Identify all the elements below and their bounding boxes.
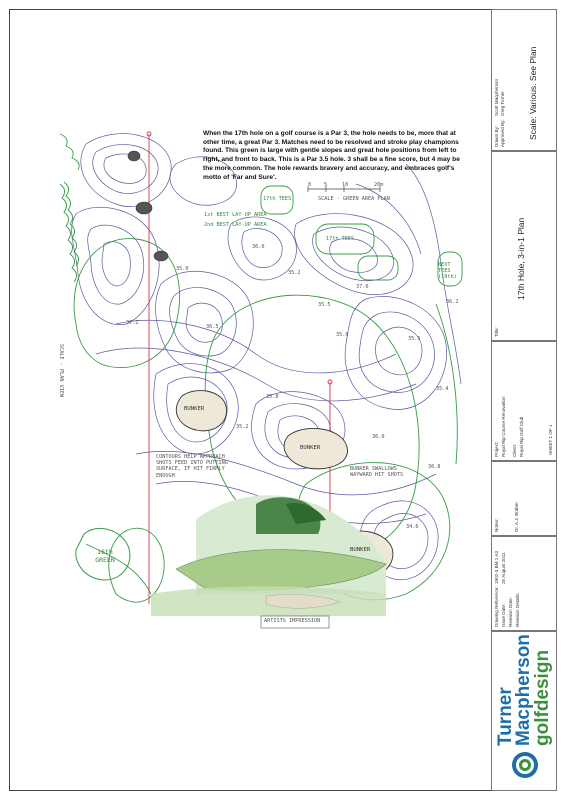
scale-cell (491, 9, 557, 151)
hole-description: When the 17th hole on a golf course is a Par 3, the hole needs to be, more that at other time, a great Par 3. Matches need to be resolved and stroke play champions found. This green is large with gentle slopes and great hole positions from left to right, and front to back. This is a Par 3.5 hole. 3 shall be a fine score, but 4 may be the more common. The hole rewards bravery and accuracy, and embraces golf's motto of 'Far and Sure'. (203, 130, 460, 181)
next-tees-label: NEXT TEES (18th) (438, 262, 457, 280)
approved-by: Greg Turner (500, 91, 505, 116)
project-label: Project: (494, 441, 499, 457)
client-value: Royal Rip Golf Club (519, 416, 524, 457)
scale-tick-10: 10 (342, 182, 349, 188)
contour-value: 35.5 (318, 302, 331, 308)
drawing-reference: 1902-3 BM 1 A3 (494, 551, 499, 584)
scale-note: Scale: Various. See Plan (528, 46, 538, 140)
contour-value: 36.2 (446, 299, 459, 305)
drawn-by-label: Drawn By: (494, 125, 499, 147)
contour-value: 34.6 (406, 524, 419, 530)
contour-value: 35.4 (436, 386, 449, 392)
issue-date: 25 August 2011 (501, 552, 506, 584)
bunker-label-3: BUNKER (350, 547, 371, 553)
tees-17-b: 17th TEES (326, 236, 355, 242)
scale-plan-label: SCALE - PLAN VIEW (58, 344, 64, 398)
green-16-label: 16th GREEN (95, 548, 115, 564)
notes-label: Notes: (494, 518, 499, 532)
revision-details-label: Revision Details: (515, 592, 520, 627)
contour-value: 36.0 (252, 244, 265, 250)
client-label: Client: (512, 443, 517, 457)
approved-by-label: Approved By: (500, 119, 505, 147)
contour-value: 35.0 (176, 266, 189, 272)
scale-tick-5: 5 (324, 182, 328, 188)
title-block (491, 9, 557, 791)
scale-tick-0: 0 (308, 182, 312, 188)
artists-impression-label: ARTISTS IMPRESSION (264, 618, 321, 624)
notes-value: Dr. A.J. Brabet (514, 502, 519, 532)
reference-cell (491, 536, 557, 631)
revision-date-label: Revision Date: (508, 597, 513, 627)
contour-value: 36.5 (206, 324, 219, 330)
project-cell (491, 341, 557, 461)
logo-cell (491, 631, 557, 791)
logo-turner: Turner (495, 687, 516, 746)
contour-value: 35.2 (288, 270, 301, 276)
drawn-by: Scott Macpherson (494, 78, 499, 116)
contour-value: 35.2 (236, 424, 249, 430)
contour-value: 36.8 (428, 464, 441, 470)
project-value: Royal Rip Course Renovation (501, 396, 506, 457)
contour-value: 35.0 (336, 332, 349, 338)
contour-value: 37.0 (356, 284, 369, 290)
title-cell (491, 151, 557, 341)
hole-plan-drawing (56, 124, 466, 639)
bunker-label-2: BUNKER (300, 445, 321, 451)
scale-tick-20: 20m (374, 182, 384, 188)
bunker-note: BUNKER SWALLOWS WAYWARD HIT SHOTS (350, 466, 404, 479)
issue-date-label: Issue Date: (501, 603, 506, 627)
contour-value: 35.5 (408, 336, 421, 342)
logo-swirl-icon (510, 750, 540, 780)
sheet-number: SHEET 1 OF 1 (548, 424, 553, 455)
contours-note: CONTOURS HELP APPROACH SHOTS FEED INTO PUTTING SURFACE, IF HIT FIRMLY ENOUGH (156, 454, 228, 479)
layup-area-2: 2nd BEST LAY-UP AREA (204, 222, 267, 228)
layup-area-1: 1st BEST LAY-UP AREA (204, 212, 267, 218)
scale-green-label: SCALE - GREEN AREA PLAN (318, 196, 390, 202)
contour-value: 35.8 (266, 394, 279, 400)
tees-17-a: 17th TEES (263, 196, 292, 202)
contour-value: 36.0 (372, 434, 385, 440)
bunker-label-1: BUNKER (184, 406, 205, 412)
logo-golfdesign: golfdesign (532, 649, 553, 746)
drawing-title: 17th Hole, 3-in-1 Plan (516, 217, 526, 300)
title-label: Title: (494, 327, 499, 337)
logo-macpherson: Macpherson (513, 634, 534, 746)
notes-cell (491, 461, 557, 536)
drawing-reference-label: Drawing Reference: (494, 586, 499, 627)
contour-value: 37.2 (126, 320, 139, 326)
